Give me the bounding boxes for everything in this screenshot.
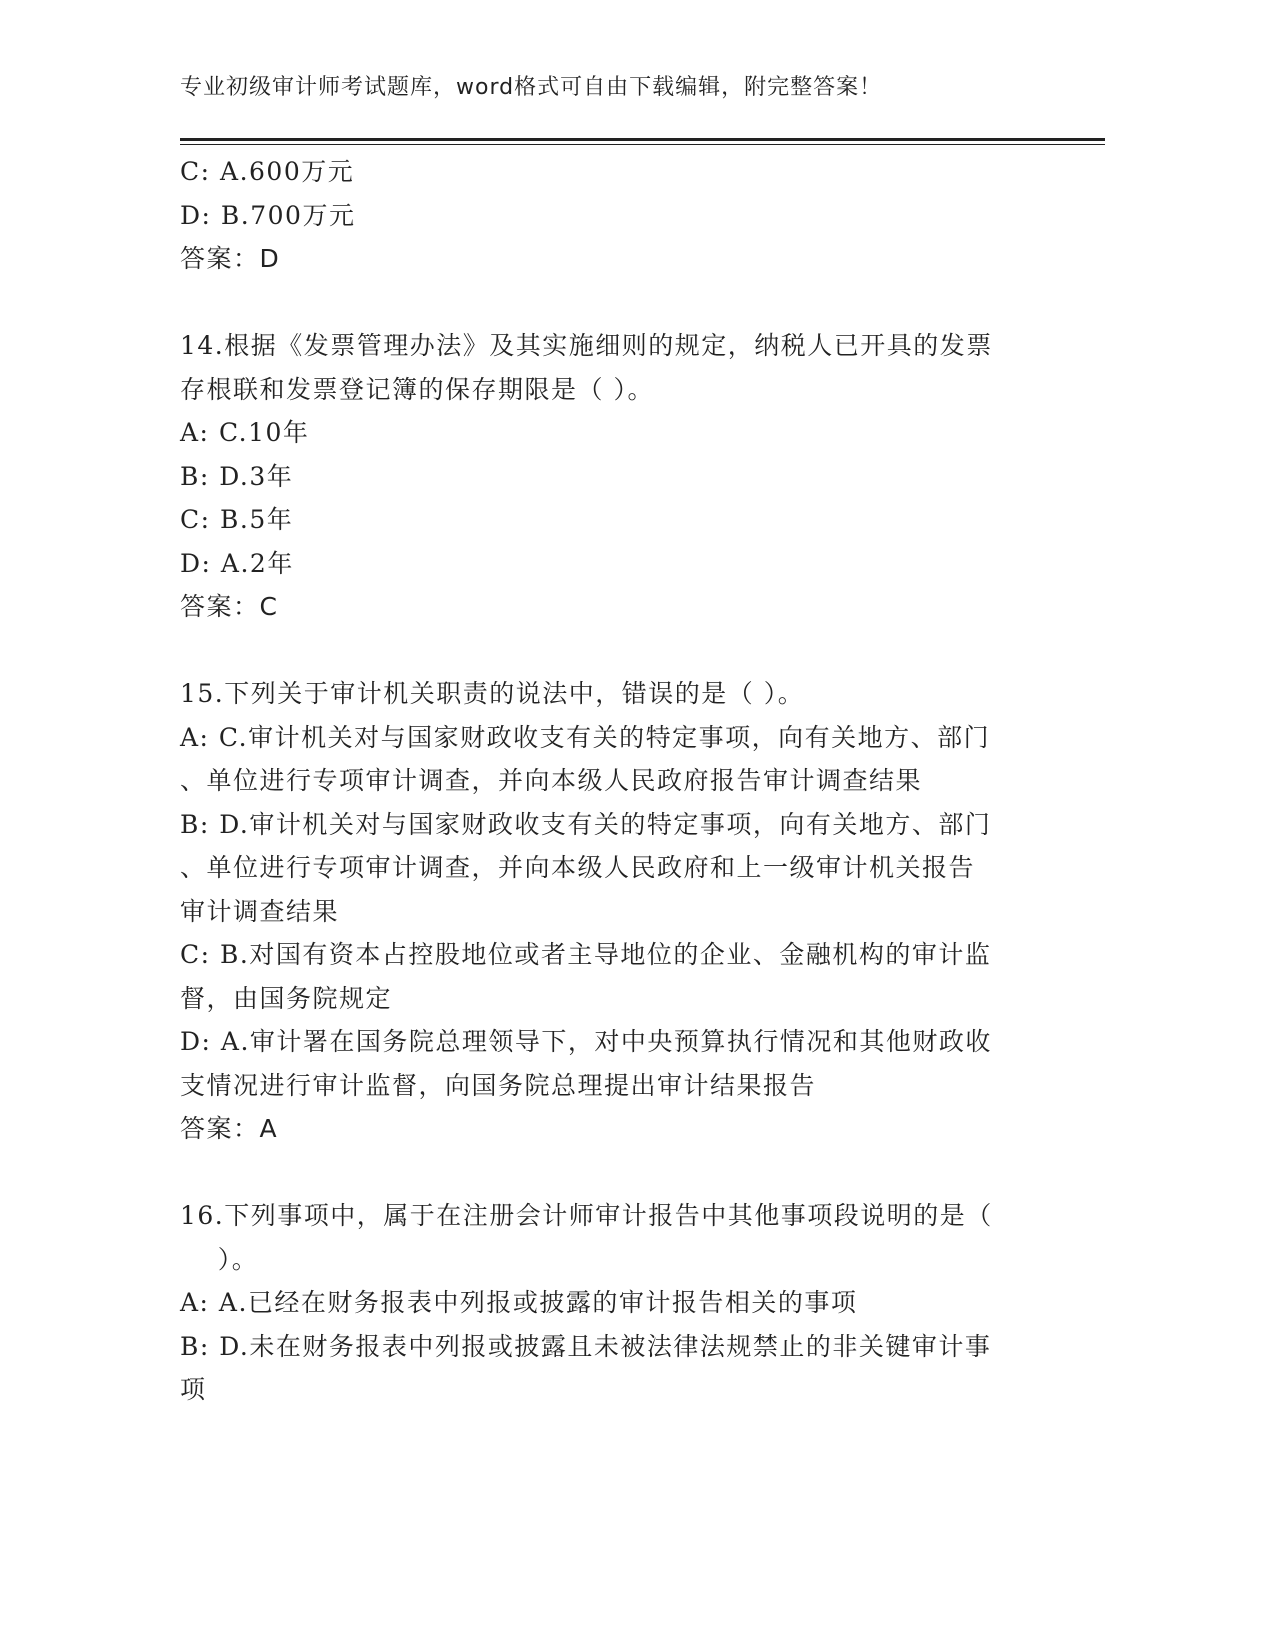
- question-16: [180, 1194, 1040, 1412]
- question-stem-line: 16.下列事项中，属于在注册会计师审计报告中其他事项段说明的是（: [180, 1201, 993, 1230]
- option-a-line: 、单位进行专项审计调查，并向本级人民政府报告审计调查结果: [180, 766, 923, 795]
- option-a: A: C.10年: [180, 418, 310, 447]
- option-d: D: A.2年: [180, 548, 294, 578]
- question-stem-line: 15.下列关于审计机关职责的说法中，错误的是（ ）。: [180, 679, 805, 708]
- option-c: C: A.600万元: [180, 157, 355, 186]
- prev-question: [180, 150, 1040, 281]
- answer-label: 答案：C: [180, 592, 279, 621]
- option-b-line: 、单位进行专项审计调查，并向本级人民政府和上一级审计机关报告: [180, 853, 976, 882]
- question-stem-line: 存根联和发票登记簿的保存期限是（ ）。: [180, 374, 654, 404]
- header-divider-thin: [180, 144, 1105, 145]
- option-a-line: A: C.审计机关对与国家财政收支有关的特定事项，向有关地方、部门: [180, 722, 991, 752]
- option-c: C: B.5年: [180, 505, 294, 534]
- option-b-line: B: D.审计机关对与国家财政收支有关的特定事项，向有关地方、部门: [180, 809, 992, 839]
- spacer: [180, 281, 1040, 325]
- option-a-line: A: A.已经在财务报表中列报或披露的审计报告相关的事项: [180, 1288, 858, 1317]
- spacer: [180, 1151, 1040, 1195]
- answer-label: 答案：A: [180, 1114, 279, 1143]
- page-header: 专业初级审计师考试题库，word格式可自由下载编辑，附完整答案！: [180, 75, 883, 100]
- option-d-line: D: A.审计署在国务院总理领导下，对中央预算执行情况和其他财政收: [180, 1027, 992, 1056]
- question-stem-line: 14.根据《发票管理办法》及其实施细则的规定，纳税人已开具的发票: [180, 331, 993, 360]
- option-b-line: 项: [180, 1375, 207, 1404]
- option-c-line: C: B.对国有资本占控股地位或者主导地位的企业、金融机构的审计监: [180, 940, 992, 969]
- answer-label: 答案：D: [180, 244, 281, 273]
- question-14: [180, 324, 1040, 629]
- document-body: [180, 150, 1040, 1412]
- option-b: B: D.3年: [180, 461, 294, 491]
- question-stem-line: ）。: [180, 1244, 259, 1274]
- option-d: D: B.700万元: [180, 200, 356, 230]
- spacer: [180, 629, 1040, 673]
- option-c-line: 督，由国务院规定: [180, 983, 393, 1013]
- option-b-line: B: D.未在财务报表中列报或披露且未被法律法规禁止的非关键审计事: [180, 1331, 992, 1361]
- option-d-line: 支情况进行审计监督，向国务院总理提出审计结果报告: [180, 1070, 817, 1100]
- header-divider-thick: [180, 138, 1105, 141]
- option-b-line: 审计调查结果: [180, 896, 340, 926]
- question-15: [180, 672, 1040, 1151]
